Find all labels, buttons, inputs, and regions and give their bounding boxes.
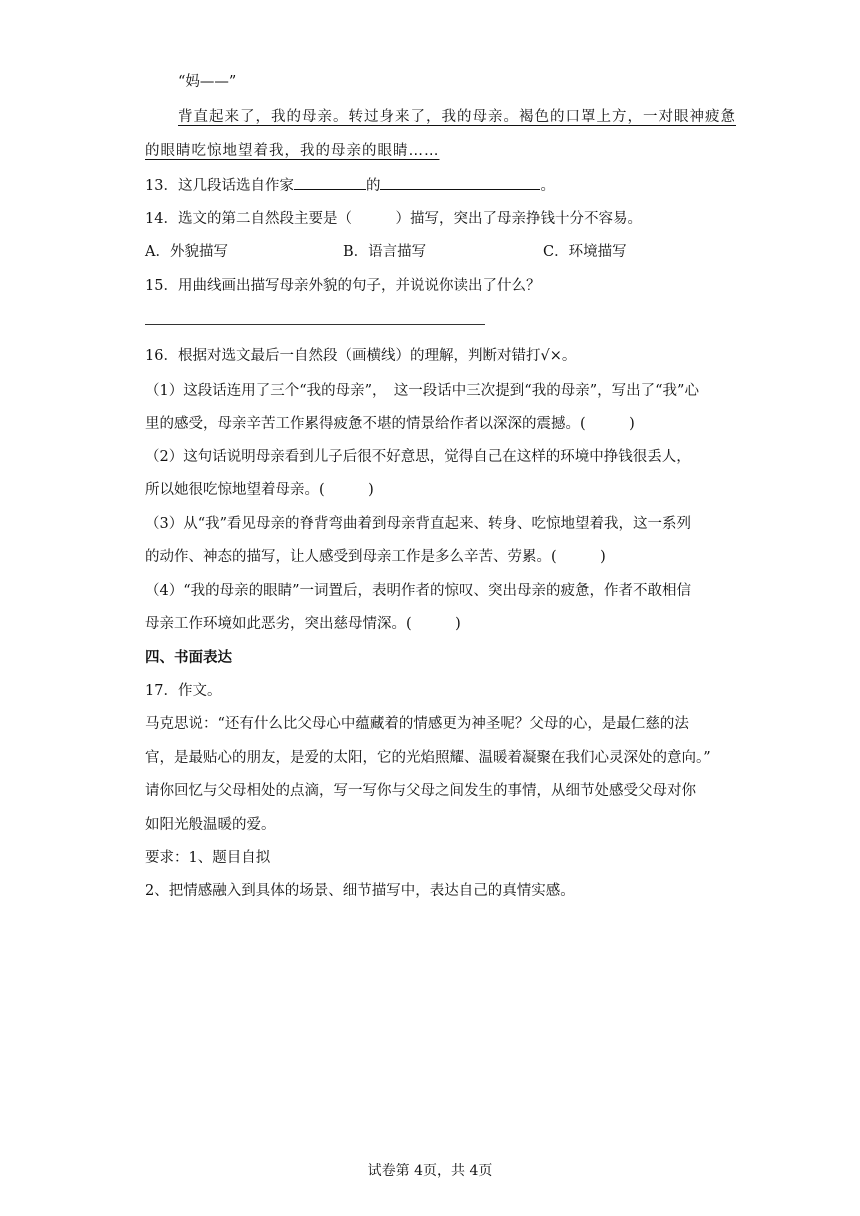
q13-middle: 的 — [365, 178, 381, 194]
passage-line-1: 背直起来了，我的母亲。转过身来了，我的母亲。褐色的口罩上方，一对眼神疲惫 — [178, 109, 736, 125]
passage-line-2: 的眼睛吃惊地望着我，我的母亲的眼睛…… — [145, 143, 440, 159]
q16-item-1-line-2: 里的感受，母亲辛苦工作累得疲惫不堪的情景给作者以深深的震撼。( ) — [145, 416, 635, 432]
q16-item-2-line-2: 所以她很吃惊地望着母亲。( ) — [145, 482, 374, 498]
question-14: 14．选文的第二自然段主要是（ ）描写，突出了母亲挣钱十分不容易。 — [145, 211, 642, 227]
question-15: 15．用曲线画出描写母亲外貌的句子，并说说你读出了什么？ — [145, 278, 541, 294]
q17-line-2: 官，是最贴心的朋友，是爱的太阳，它的光焰照耀、温暖着凝聚在我们心灵深处的意向。” — [145, 750, 711, 766]
q17-line-3: 请你回忆与父母相处的点滴，写一写你与父母之间发生的事情，从细节处感受父母对你 — [145, 783, 696, 799]
q13-blank-author[interactable] — [294, 175, 366, 190]
q17-requirement-2: 2、把情感融入到具体的场景、细节描写中，表达自己的真情实感。 — [145, 883, 575, 899]
q13-prefix: 13．这几段话选自作家 — [145, 178, 294, 194]
q16-item-1-line-1: （1）这段话连用了三个“我的母亲”， 这一段话中三次提到“我的母亲”，写出了“我”心 — [145, 383, 699, 399]
question-16: 16．根据对选文最后一自然段（画横线）的理解，判断对错打√×。 — [145, 348, 577, 364]
q16-item-4-line-2: 母亲工作环境如此恶劣，突出慈母情深。( ) — [145, 616, 461, 632]
question-17: 17．作文。 — [145, 683, 222, 699]
section-4-title: 四、书面表达 — [145, 649, 232, 666]
q15-answer-line[interactable] — [145, 324, 485, 325]
q13-suffix: 。 — [540, 178, 555, 194]
q16-item-2-line-1: （2）这句话说明母亲看到儿子后很不好意思，觉得自己在这样的环境中挣钱很丢人， — [145, 449, 691, 465]
q14-option-a[interactable]: A．外貌描写 — [145, 244, 228, 260]
q17-line-1: 马克思说：“还有什么比父母心中蕴藏着的情感更为神圣呢？父母的心，是最仁慈的法 — [145, 716, 689, 732]
q17-line-4: 如阳光般温暖的爱。 — [145, 817, 276, 833]
q14-option-b[interactable]: B．语言描写 — [343, 244, 427, 260]
q14-options — [145, 242, 665, 262]
q13-blank-title[interactable] — [380, 175, 540, 190]
q16-item-3-line-2: 的动作、神态的描写，让人感受到母亲工作是多么辛苦、劳累。( ) — [145, 549, 606, 565]
q16-item-3-line-1: （3）从“我”看见母亲的脊背弯曲着到母亲背直起来、转身、吃惊地望着我，这一系列 — [145, 516, 692, 532]
page-footer: 试卷第 4页，共 4页 — [367, 1163, 493, 1179]
question-13 — [145, 175, 555, 196]
q16-item-4-line-1: （4）“我的母亲的眼睛”一词置后，表明作者的惊叹、突出母亲的疲惫，作者不敢相信 — [145, 583, 692, 599]
passage-quote: “妈——” — [178, 74, 237, 90]
q17-requirement-1: 要求：1、题目自拟 — [145, 850, 271, 866]
q14-option-c[interactable]: C．环境描写 — [543, 244, 627, 260]
